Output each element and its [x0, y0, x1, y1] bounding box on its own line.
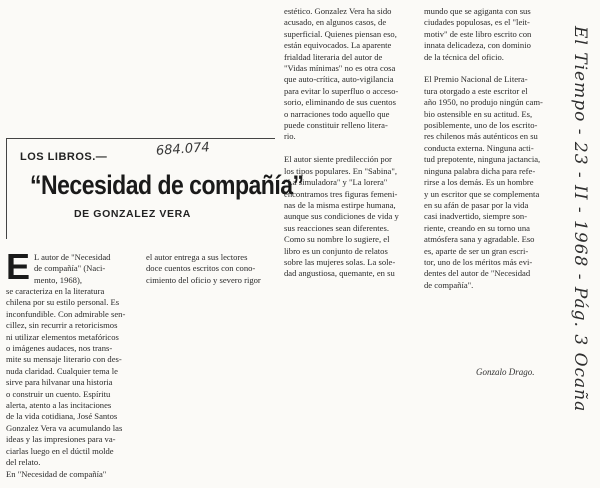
article-headline: “Necesidad de compañía”: [30, 170, 304, 200]
text-line: de la vida cotidiana, José Santos: [6, 411, 118, 422]
drop-cap: E: [6, 246, 31, 287]
text-line: motiv" de este libro escrito con: [424, 28, 532, 39]
text-line: Gonzalez Vera va acumulando las: [6, 422, 123, 433]
text-line: chilena por su estilo personal. Es: [6, 297, 120, 308]
text-line: libro es un conjunto de relatos: [284, 245, 388, 256]
column-top-middle: [284, 6, 416, 280]
text-line: estético. Gonzalez Vera ha sido: [284, 6, 392, 16]
text-line: tura otorgado a este escritor el: [424, 85, 528, 96]
text-line: que auto-crítica, auto-vigilancia: [284, 74, 394, 85]
text-line: inconfundible. Con admirable sen-: [6, 308, 126, 319]
text-line: El Premio Nacional de Litera-: [424, 74, 528, 85]
text-line: y un escritor que se complementa: [424, 188, 540, 199]
text-line: el autor entrega a sus lectores: [146, 252, 248, 262]
text-line: dad angustiosa, quemante, en su: [284, 268, 395, 279]
text-line: Como su nombre lo sugiere, el: [284, 234, 390, 245]
text-line: superficial. Quienes piensan eso,: [284, 28, 397, 39]
text-line: sus reacciones sean diferentes.: [284, 222, 389, 233]
handwritten-note-text: El Tiempo - 23 - II - 1968 - Pág. 3 Ocaña: [570, 26, 590, 413]
text-line: los tipos populares. En "Sabina",: [284, 165, 397, 176]
text-line: o imágenes audaces, nos trans-: [6, 343, 113, 354]
text-line: ideas y las impresiones para va-: [6, 434, 116, 445]
text-line: cillez, sin recurrir a retoricismos: [6, 320, 118, 331]
text-line: casi inadvertido, siempre son-: [424, 211, 528, 222]
text-line: sorio, eliminando de sus cuentos: [284, 97, 396, 108]
section-label: LOS LIBROS.—: [20, 151, 108, 163]
text-line: res chilenos más auténticos en su: [424, 131, 538, 142]
text-line: se caracteriza en la literatura: [6, 286, 105, 296]
text-line: de la técnica del oficio.: [424, 51, 504, 62]
text-line: año 1950, no produjo ningún cam-: [424, 97, 543, 108]
text-line: cimiento del oficio y severo rigor: [146, 274, 261, 285]
column-intro: [34, 252, 144, 286]
text-line: tor, uno de los méritos más evi-: [424, 256, 533, 267]
text-line: ni utilizar elementos metafóricos: [6, 331, 119, 342]
text-line: riente, creando en su torno una: [424, 222, 530, 233]
text-line: de compañía".: [424, 279, 474, 290]
text-line: innata delicadeza, con dominio: [424, 40, 531, 51]
text-line: tud prepotente, ninguna jactancia,: [424, 154, 541, 165]
text-line: encontramos tres figuras femeni-: [284, 188, 398, 199]
author-signature: Gonzalo Drago.: [476, 367, 535, 377]
text-line: o narraciones todo aquello que: [284, 108, 390, 119]
text-line: frialdad literaria del autor de: [284, 51, 383, 62]
text-line: del relato.: [6, 457, 41, 468]
text-line: nas de la misma estirpe humana,: [284, 199, 396, 210]
text-line: ciudades populosas, es el "leit-: [424, 17, 530, 28]
text-line: [424, 63, 554, 74]
catalog-number: 684.074: [155, 140, 211, 159]
text-line: sirve para hilvanar una historia: [6, 377, 113, 388]
text-line: nuda claridad. Cualquier tema le: [6, 365, 118, 376]
text-line: En "Necesidad de compañía": [6, 468, 107, 479]
text-line: mento, 1968),: [34, 274, 82, 285]
text-line: posiblemente, uno de los escrito-: [424, 120, 538, 131]
text-line: de compañía" (Naci-: [34, 263, 106, 274]
text-line: ciarlas luego en el dúctil molde: [6, 445, 114, 456]
text-line: para evitar lo superfluo o acceso-: [284, 85, 399, 96]
text-line: en su afán de pasar por la vida: [424, 199, 529, 210]
text-line: "La simuladora" y "La lorera": [284, 177, 388, 188]
text-line: mite su mensaje literario con des-: [6, 354, 122, 365]
text-line: rirse a los demás. Es un hombre: [424, 177, 534, 188]
text-line: doce cuentos escritos con cono-: [146, 263, 256, 274]
column-bottom-middle: [146, 252, 280, 286]
column-bottom-left: [6, 286, 144, 480]
text-line: están equivocados. La aparente: [284, 40, 392, 51]
text-line: [284, 143, 416, 154]
text-line: bio ostensible en su actitud. Es,: [424, 108, 533, 119]
article-byline: DE GONZALEZ VERA: [74, 208, 191, 220]
text-line: es, aparte de ser un gran escri-: [424, 245, 529, 256]
text-line: "Vidas mínimas" no es otra cosa: [284, 63, 396, 74]
text-line: conducta externa. Ninguna acti-: [424, 142, 534, 153]
text-line: alerta, atento a las incitaciones: [6, 400, 112, 411]
handwritten-annotation: [560, 0, 590, 488]
text-line: sobre las mujeres solas. La sole-: [284, 256, 396, 267]
column-top-right: [424, 6, 554, 291]
text-line: rio.: [284, 131, 296, 142]
text-line: El autor siente predilección por: [284, 154, 392, 165]
text-line: atmósfera sana y agradable. Eso: [424, 234, 535, 245]
text-line: puede constituir relleno litera-: [284, 120, 388, 131]
text-line: ninguna palabra dicha para refe-: [424, 165, 536, 176]
text-line: dentes del autor de "Necesidad: [424, 268, 531, 279]
text-line: aunque sus condiciones de vida y: [284, 211, 399, 222]
text-line: L autor de "Necesidad: [34, 252, 111, 262]
text-line: o construir un cuento. Espíritu: [6, 388, 111, 399]
text-line: acusado, en algunos casos, de: [284, 17, 387, 28]
text-line: mundo que se agiganta con sus: [424, 6, 531, 16]
